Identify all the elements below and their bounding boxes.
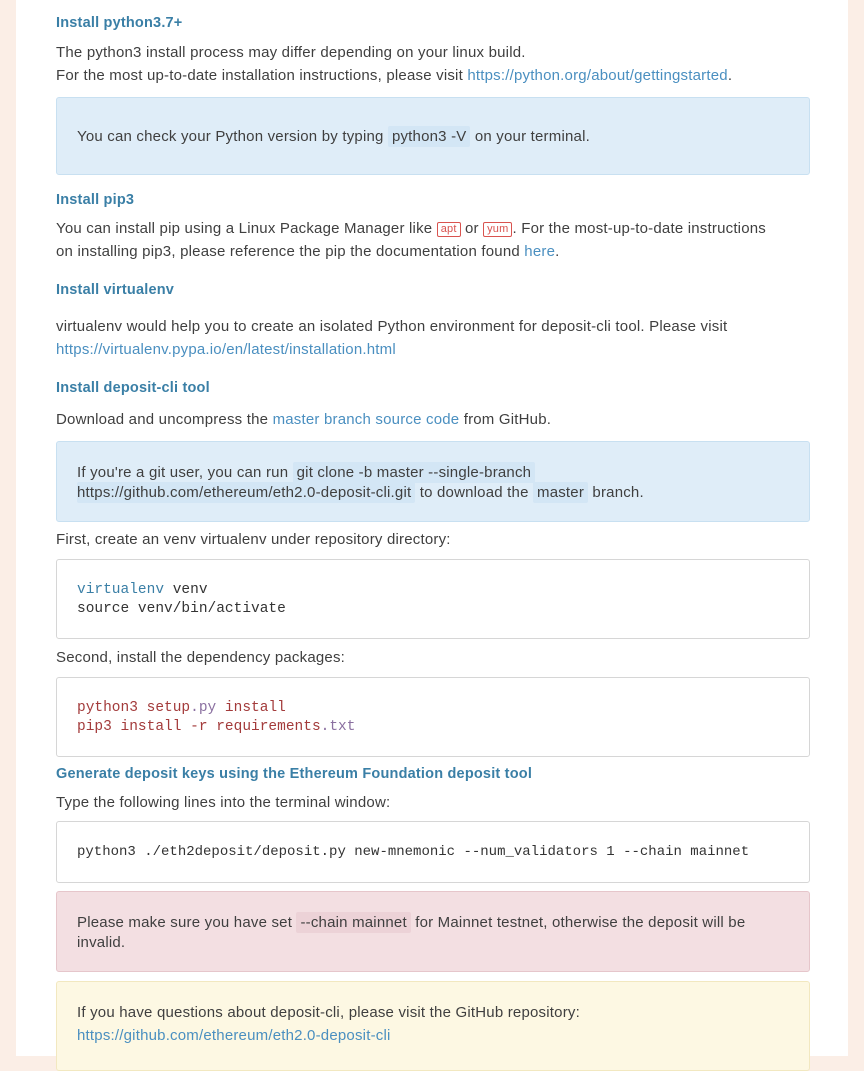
git-clone-note-mid: to download the [415,484,533,501]
chain-warning-alert [56,891,810,972]
pip-line-1-prefix: You can install pip using a Linux Package Manager like [56,220,437,237]
dependencies-code-block[interactable] [56,677,810,757]
chain-warning-suffix: for Mainnet testnet, otherwise the deposit will be [410,914,746,931]
python-version-note [56,97,810,175]
python-line-2 [56,64,732,87]
heading-install-pip: Install pip3 [56,192,135,208]
heading-install-python: Install python3.7+ [56,15,183,31]
heading-install-deposit-cli: Install deposit-cli tool [56,380,210,396]
deposit-cli-download-line [56,408,551,431]
python-version-note-suffix: on your terminal. [470,128,590,145]
questions-note [56,981,810,1071]
venv-code-arg: venv [164,582,208,598]
pip-docs-link[interactable]: here [524,243,556,260]
chain-warning-line-2: invalid. [77,934,126,951]
venv-code-command: virtualenv [77,582,165,598]
python-version-note-text [77,125,590,148]
master-code: master [533,482,588,503]
python-getting-started-link[interactable]: https://python.org/about/gettingstarted [467,67,728,84]
deps-code-line-1 [77,699,286,719]
git-clone-note-prefix: If you're a git user, you can run [77,464,293,481]
venv-code-block[interactable] [56,559,810,639]
yum-tag: yum [483,222,512,237]
master-branch-source-link[interactable]: master branch source code [272,411,460,428]
git-clone-note-suffix: branch. [588,484,644,501]
git-clone-note [56,441,810,522]
step-2-text: Second, install the dependency packages: [56,649,346,666]
python-version-code: python3 -V [388,126,471,147]
deps-code-line-1-b: .py [190,700,217,716]
chain-warning-prefix: Please make sure you have set [77,914,297,931]
page-card [16,0,848,1056]
chain-warning-line-1 [77,911,745,934]
deps-code-line-2 [77,718,355,738]
deposit-cli-repo-link[interactable]: https://github.com/ethereum/eth2.0-deposit-cli [77,1027,391,1044]
questions-note-text: If you have questions about deposit-cli, please visit the GitHub repository: [77,1004,580,1021]
heading-generate-deposit-keys: Generate deposit keys using the Ethereum Foundation deposit tool [56,766,533,782]
deps-code-line-1-c: install [216,700,286,716]
heading-install-virtualenv: Install virtualenv [56,282,175,298]
pip-line-2-prefix: on installing pip3, please reference the pip the documentation found [56,243,525,260]
step-1-text: First, create an venv virtualenv under repository directory: [56,531,451,548]
git-clone-code-2: https://github.com/ethereum/eth2.0-deposit-cli.git [77,482,415,503]
venv-code-line-2: source venv/bin/activate [77,601,286,617]
deposit-command-code-block[interactable] [56,821,810,883]
pip-or: or [460,220,484,237]
apt-tag: apt [437,222,461,237]
git-clone-note-line-2 [77,481,644,504]
deposit-command-code: python3 ./eth2deposit/deposit.py new-mnemonic --num_validators 1 --chain mainnet [77,844,750,860]
virtualenv-install-link[interactable]: https://virtualenv.pypa.io/en/latest/installation.html [56,341,396,358]
deps-code-line-2-a: pip3 install -r requirements [77,719,321,735]
pip-line-1-suffix: . For the most-up-to-date instructions [512,220,767,237]
chain-mainnet-code: --chain mainnet [296,912,410,933]
python-version-note-prefix: You can check your Python version by typing [77,128,388,145]
deps-code-line-2-b: .txt [320,719,356,735]
venv-code-line-1 [77,581,208,601]
python-line-2-end: . [727,67,733,84]
pip-line-2-suffix: . [555,243,560,260]
virtualenv-line-1: virtualenv would help you to create an isolated Python environment for deposit-cli tool. Please visit [56,318,728,335]
deposit-cli-download-prefix: Download and uncompress the [56,411,273,428]
python-line-2-text: For the most up-to-date installation instructions, please visit [56,67,468,84]
deps-code-line-1-a: python3 setup [77,700,191,716]
generate-instruction: Type the following lines into the terminal window: [56,794,391,811]
pip-line-2 [56,240,560,263]
python-line-1: The python3 install process may differ depending on your linux build. [56,44,526,61]
deposit-cli-download-suffix: from GitHub. [459,411,552,428]
pip-line-1 [56,217,766,240]
git-clone-code-1: git clone -b master --single-branch [293,462,536,483]
